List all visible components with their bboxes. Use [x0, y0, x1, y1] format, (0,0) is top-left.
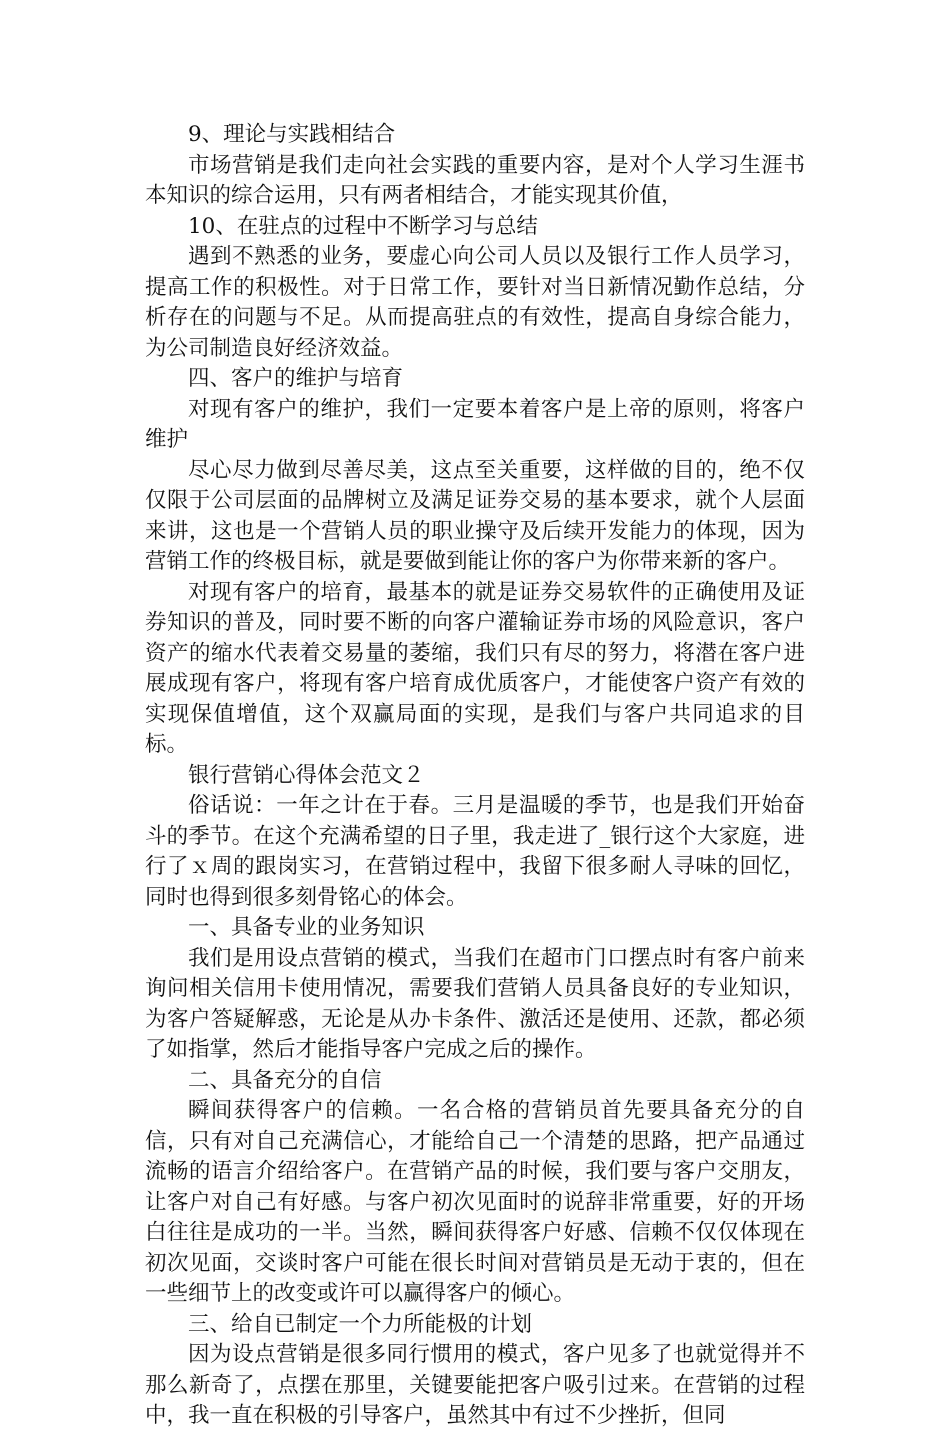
paragraph-plan: 因为设点营销是很多同行惯用的模式，客户见多了也就觉得并不那么新奇了，点摆在那里，关键要能把客户吸引过来。在营销的过程中，我一直在积极的引导客户，虽然其中有过不少挫折，但同: [145, 1342, 805, 1428]
paragraph-marketing-practice: 市场营销是我们走向社会实践的重要内容，是对个人学习生涯书本知识的综合运用，只有两者相结合，才能实现其价值，: [145, 152, 805, 208]
paragraph-spring: 俗话说：一年之计在于春。三月是温暖的季节，也是我们开始奋斗的季节。在这个充满希望的日子里，我走进了_银行这个大家庭，进行了ｘ周的跟岗实习，在营销过程中，我留下很多耐人寻味的回忆，同时也得到很多刻骨铭心的体会。: [145, 793, 805, 910]
heading-customer-care: 四、客户的维护与培育: [188, 366, 404, 391]
heading-professional-knowledge: 一、具备专业的业务知识: [188, 915, 425, 940]
heading-sample-2: 银行营销心得体会范文２: [188, 762, 425, 788]
paragraph-customer-maintenance: 对现有客户的维护，我们一定要本着客户是上帝的原则，将客户维护: [145, 396, 805, 452]
document-page: [145, 120, 805, 1432]
heading-plan: 三、给自已制定一个力所能极的计划: [188, 1311, 533, 1337]
paragraph-professional-knowledge: 我们是用设点营销的模式，当我们在超市门口摆点时有客户前来询问相关信用卡使用情况，需要我们营销人员具备良好的专业知识，为客户答疑解惑，无论是从办卡条件、激活还是使用、还款，都必须了如指掌，然后才能指导客户完成之后的操作。: [145, 945, 805, 1062]
paragraph-customer-cultivation: 对现有客户的培育，最基本的就是证券交易软件的正确使用及证券知识的普及，同时要不断的向客户灌输证券市场的风险意识，客户资产的缩水代表着交易量的萎缩，我们只有尽的努力，将潜在客户进展成现有客户，将现有客户培育成优质客户，才能使客户资产有效的实现保值增值，这个双赢局面的实现，是我们与客户共同追求的目标。: [145, 579, 805, 757]
paragraph-learning: 遇到不熟悉的业务，要虚心向公司人员以及银行工作人员学习，提高工作的积极性。对于日常工作，要针对当日新情况勤作总结，分析存在的问题与不足。从而提高驻点的有效性，提高自身综合能力，为公司制造良好经济效益。: [145, 244, 805, 361]
paragraph-best-effort: 尽心尽力做到尽善尽美，这点至关重要，这样做的目的，绝不仅仅限于公司层面的品牌树立及满足证券交易的基本要求，就个人层面来讲，这也是一个营销人员的职业操守及后续开发能力的体现，因为营销工作的终极目标，就是要做到能让你的客户为你带来新的客户。: [145, 457, 805, 574]
heading-theory-practice: 9、理论与实践相结合: [188, 122, 396, 147]
paragraph-confidence: 瞬间获得客户的信赖。一名合格的营销员首先要具备充分的自信，只有对自己充满信心，才能给自己一个清楚的思路，把产品通过流畅的语言介绍给客户。在营销产品的时候，我们要与客户交朋友，让客户对自己有好感。与客户初次见面时的说辞非常重要，好的开场白往往是成功的一半。当然，瞬间获得客户好感、信赖不仅仅体现在初次见面，交谈时客户可能在很长时间对营销员是无动于衷的，但在一些细节上的改变或许可以赢得客户的倾心。: [145, 1098, 805, 1306]
heading-confidence: 二、具备充分的自信: [188, 1067, 382, 1093]
heading-learning-summary: 10、在驻点的过程中不断学习与总结: [188, 213, 538, 239]
